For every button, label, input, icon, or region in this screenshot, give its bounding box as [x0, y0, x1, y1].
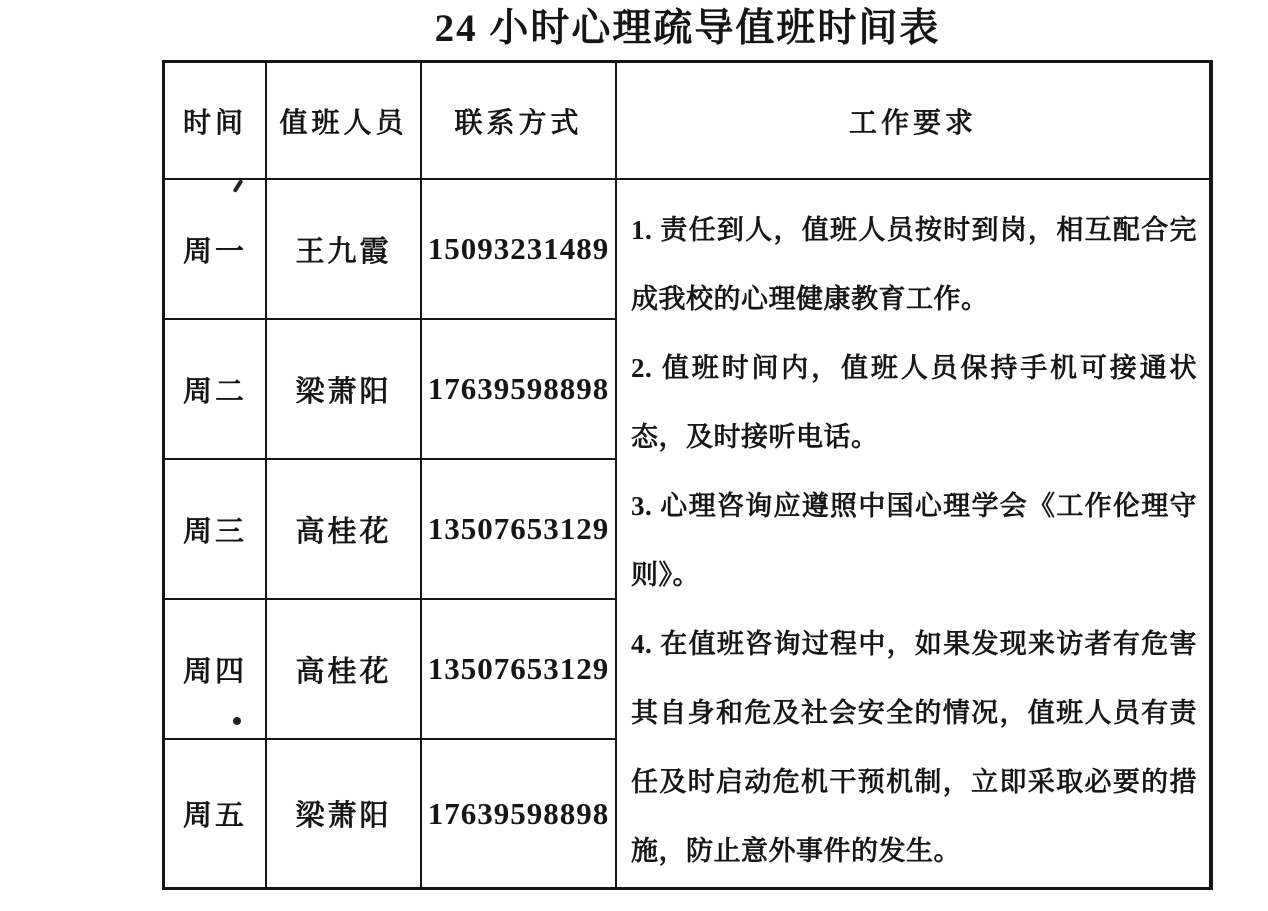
table-row-5-phone: 17639598898: [422, 740, 615, 887]
table-row-1-phone: 15093231489: [422, 180, 615, 318]
table-row-3-day: 周三: [165, 460, 265, 598]
requirement-item-1: 1. 责任到人，值班人员按时到岗，相互配合完成我校的心理健康教育工作。: [631, 215, 1197, 314]
requirement-item-2: 2. 值班时间内，值班人员保持手机可接通状态，及时接听电话。: [631, 353, 1197, 452]
table-row-5-person: 梁萧阳: [267, 740, 420, 887]
table-row-3-person: 高桂花: [267, 460, 420, 598]
table-row-2-day: 周二: [165, 320, 265, 458]
table-row-5-day: 周五: [165, 740, 265, 887]
duty-schedule-table: [162, 60, 1213, 890]
table-row-3-phone: 13507653129: [422, 460, 615, 598]
col-header-contact: 联系方式: [422, 63, 615, 178]
scan-artifact-dot: [233, 717, 241, 725]
col-header-requirements: 工作要求: [617, 63, 1209, 178]
page-title: 24 小时心理疏导值班时间表: [434, 7, 941, 50]
col-header-person: 值班人员: [267, 63, 420, 178]
col-header-time: 时间: [165, 63, 265, 178]
work-requirements-cell: [617, 180, 1209, 887]
table-row-4-person: 高桂花: [267, 600, 420, 738]
table-row-1-person: 王九霞: [267, 180, 420, 318]
table-row-4-phone: 13507653129: [422, 600, 615, 738]
requirement-item-3: 3. 心理咨询应遵照中国心理学会《工作伦理守则》。: [631, 491, 1197, 590]
table-row-2-person: 梁萧阳: [267, 320, 420, 458]
table-row-2-phone: 17639598898: [422, 320, 615, 458]
table-row-4-day: 周四: [165, 600, 265, 738]
table-row-1-day: 周一: [165, 180, 265, 318]
requirement-item-4: 4. 在值班咨询过程中，如果发现来访者有危害其自身和危及社会安全的情况，值班人员有责任及时启动危机干预机制，立即采取必要的措施，防止意外事件的发生。: [631, 629, 1197, 866]
